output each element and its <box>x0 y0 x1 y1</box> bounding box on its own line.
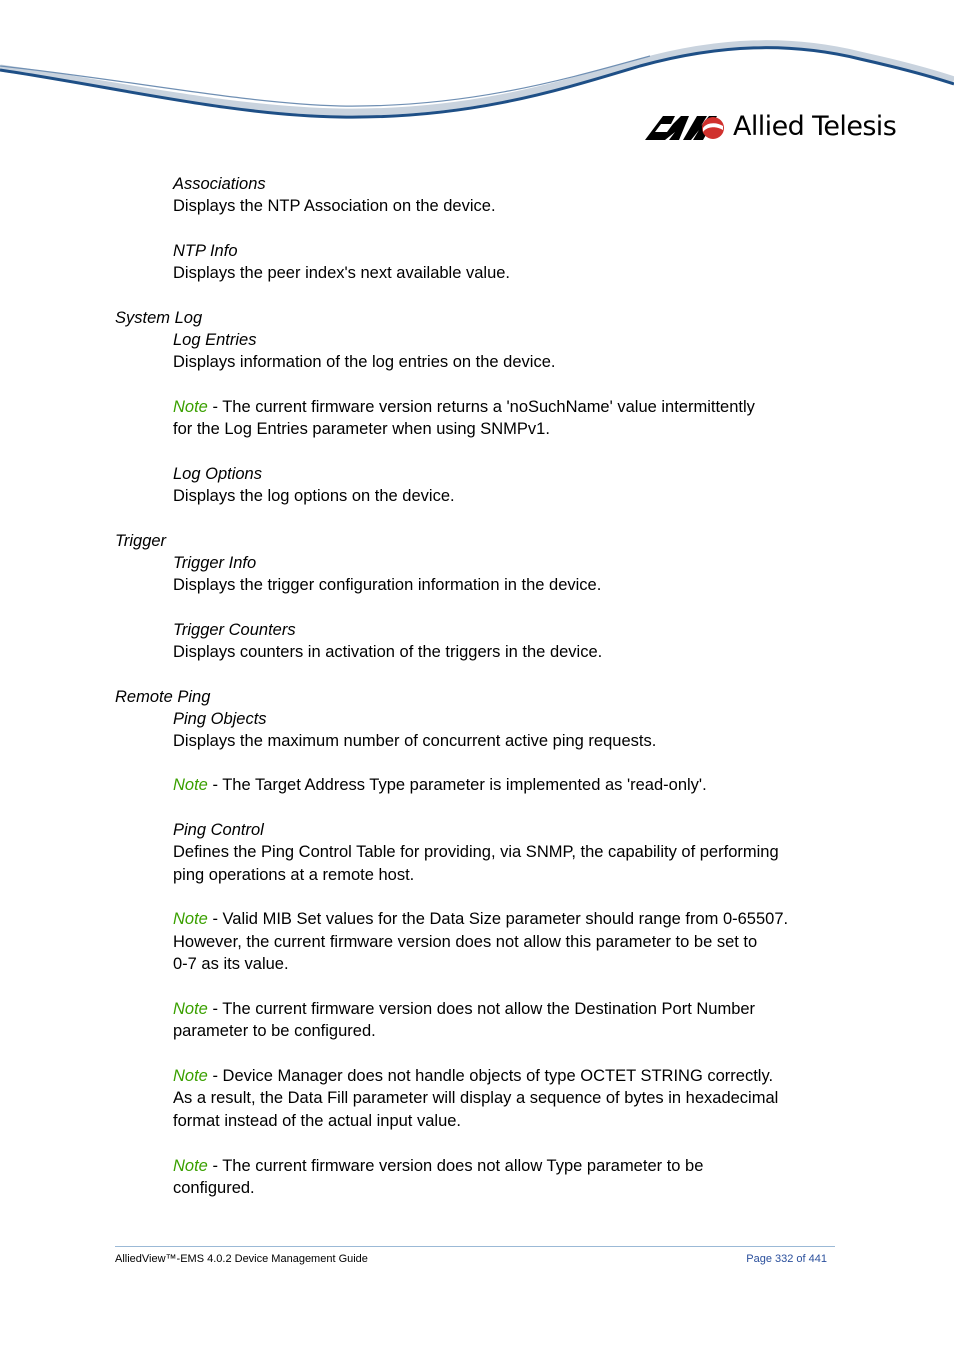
ping-objects-label: Ping Objects <box>173 710 267 728</box>
ping-control-note-4-cont: configured. <box>173 1179 255 1197</box>
trigger-heading: Trigger <box>115 532 167 550</box>
ping-control-note-1-cont2: 0-7 as its value. <box>173 955 289 973</box>
note-text: - Valid MIB Set values for the Data Size parameter should range from 0-65507. <box>207 910 789 928</box>
log-entries-note-cont: for the Log Entries parameter when using SNMPv1. <box>173 420 550 438</box>
ping-control-label: Ping Control <box>173 821 264 839</box>
system-log-heading: System Log <box>115 309 203 327</box>
allied-telesis-logo-icon <box>645 112 725 142</box>
ping-control-note-3 <box>173 1065 773 1087</box>
ping-control-text: Defines the Ping Control Table for providing, via SNMP, the capability of performing <box>173 843 779 861</box>
ping-control-note-2 <box>173 998 755 1020</box>
note-label: Note <box>173 776 208 794</box>
log-entries-label: Log Entries <box>173 331 257 349</box>
note-text: - The current firmware version does not allow the Destination Port Number <box>207 1000 756 1018</box>
note-text: - Device Manager does not handle objects of type OCTET STRING correctly. <box>207 1067 774 1085</box>
company-logo <box>645 110 896 144</box>
ping-objects-note <box>173 774 707 796</box>
note-label: Note <box>173 1000 208 1018</box>
note-text: - The current firmware version returns a 'noSuchName' value intermittently <box>207 398 755 416</box>
trigger-info-label: Trigger Info <box>173 554 257 572</box>
associations-label: Associations <box>173 175 266 193</box>
note-label: Note <box>173 1157 208 1175</box>
ping-control-note-3-cont: As a result, the Data Fill parameter will display a sequence of bytes in hexadecimal <box>173 1089 779 1107</box>
remote-ping-heading: Remote Ping <box>115 688 211 706</box>
footer-document-title: AlliedView™-EMS 4.0.2 Device Management Guide <box>115 1253 368 1265</box>
brand-name: Allied Telesis <box>733 111 897 142</box>
ping-control-note-1-cont: However, the current firmware version does not allow this parameter to be set to <box>173 933 758 951</box>
log-entries-note <box>173 396 755 418</box>
log-options-text: Displays the log options on the device. <box>173 487 455 505</box>
trigger-counters-label: Trigger Counters <box>173 621 296 639</box>
ping-control-note-1 <box>173 908 788 930</box>
footer-divider <box>115 1246 835 1247</box>
note-label: Note <box>173 1067 208 1085</box>
footer-page-number: Page 332 of 441 <box>746 1253 827 1265</box>
note-label: Note <box>173 398 208 416</box>
ntp-info-text: Displays the peer index's next available value. <box>173 264 511 282</box>
associations-text: Displays the NTP Association on the device. <box>173 197 496 215</box>
ping-control-note-2-cont: parameter to be configured. <box>173 1022 376 1040</box>
trigger-counters-text: Displays counters in activation of the triggers in the device. <box>173 643 603 661</box>
ping-control-note-3-cont2: format instead of the actual input value. <box>173 1112 462 1130</box>
note-text: - The current firmware version does not allow Type parameter to be <box>207 1157 704 1175</box>
ntp-info-label: NTP Info <box>173 242 238 260</box>
ping-objects-text: Displays the maximum number of concurrent active ping requests. <box>173 732 657 750</box>
log-options-label: Log Options <box>173 465 262 483</box>
log-entries-text: Displays information of the log entries on the device. <box>173 353 556 371</box>
ping-control-text-cont: ping operations at a remote host. <box>173 866 415 884</box>
trigger-info-text: Displays the trigger configuration information in the device. <box>173 576 602 594</box>
ping-control-note-4 <box>173 1155 703 1177</box>
note-label: Note <box>173 910 208 928</box>
note-text: - The Target Address Type parameter is implemented as 'read-only'. <box>207 776 707 794</box>
